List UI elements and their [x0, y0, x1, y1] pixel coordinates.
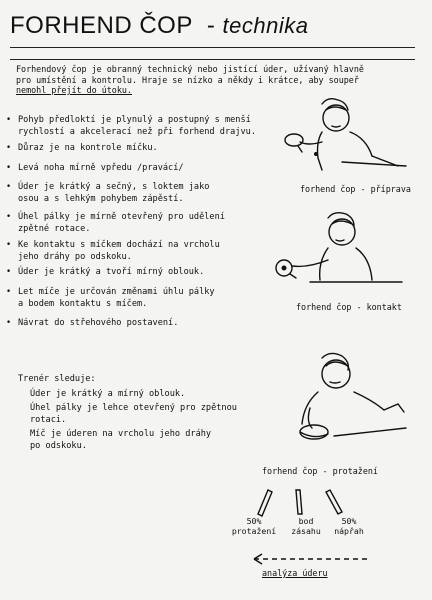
player-preparation-illustration [282, 96, 412, 178]
bullet-icon: • [6, 182, 12, 192]
bullet-icon: • [6, 115, 12, 125]
angle-label-contact-point: bod zásahu [291, 516, 321, 536]
coach-item: Míč je úderen na vrcholu jeho dráhy po odskoku. [30, 429, 212, 451]
bullet-icon: • [6, 240, 12, 250]
bullet-icon: • [6, 267, 12, 277]
angle-label-backswing: 50% nápřah [334, 516, 364, 536]
analysis-label: analýza úderu [262, 568, 328, 578]
title-dash: - [206, 12, 223, 39]
title-main: FORHEND ČOP [10, 12, 193, 39]
player-contact-illustration [270, 208, 410, 296]
angle-marks-illustration [240, 484, 360, 520]
dashed-arrow-left-icon [244, 552, 374, 566]
intro-line: Forhendový čop je obranný technický nebo jistící úder, užívaný hlavně [16, 64, 364, 74]
page-title [10, 12, 308, 40]
bullet-icon: • [6, 143, 12, 153]
title-sub: technika [222, 13, 309, 38]
angle-label-follow-through: 50% protažení [231, 516, 277, 536]
caption-follow-through: forhend čop - protažení [262, 466, 378, 476]
player-follow-through-illustration [270, 348, 420, 448]
intro-paragraph [16, 64, 411, 96]
title-underline [10, 47, 415, 48]
coach-item: Úhel pálky je lehce otevřený pro zpětnou rotaci. [30, 403, 237, 425]
bullet-icon: • [6, 163, 12, 173]
bullet-icon: • [6, 287, 12, 297]
intro-line: pro umístění a kontrolu. Hraje se nízko a někdy i krátce, aby soupeř [16, 74, 359, 85]
caption-contact: forhend čop - kontakt [296, 302, 402, 312]
bullet-icon: • [6, 212, 12, 222]
title-underline-2 [10, 59, 415, 60]
intro-line: nemohl přejít do útoku. [16, 85, 132, 95]
coach-heading: Trenér sleduje: [18, 374, 96, 384]
bullet-icon: • [6, 318, 12, 328]
coach-item: Úder je krátký a mírný oblouk. [30, 389, 186, 399]
caption-preparation: forhend čop - příprava [300, 184, 411, 194]
